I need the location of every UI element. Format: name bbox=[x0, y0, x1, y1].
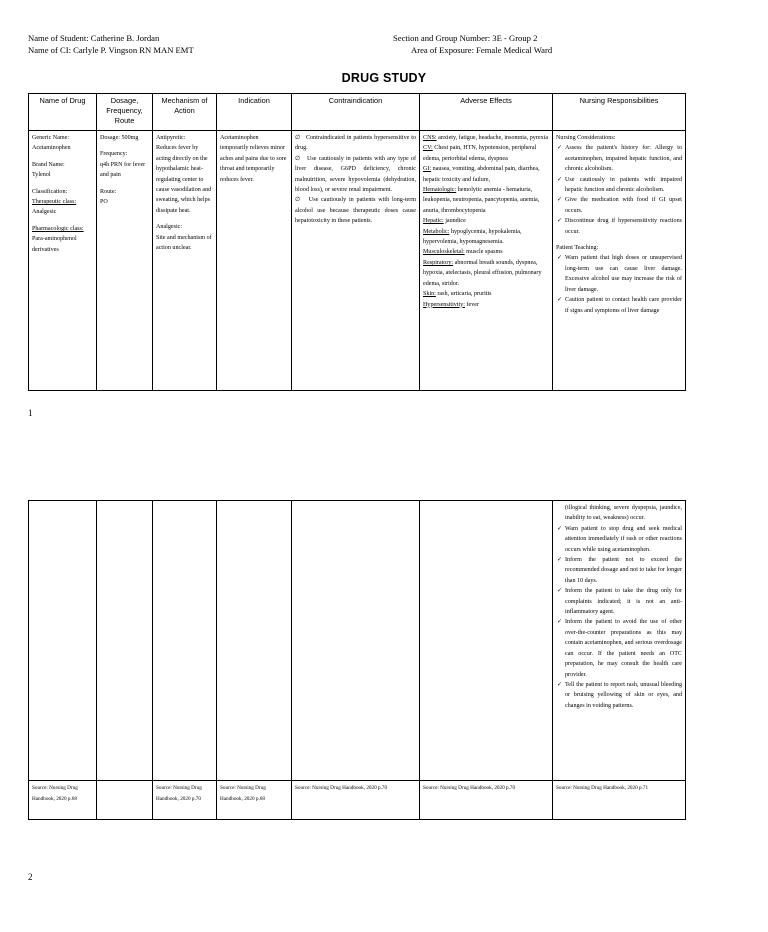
frequency-value: q4h PRN for fever and pain bbox=[100, 161, 146, 179]
indication-cell bbox=[217, 501, 292, 781]
source-cell: Source: Nursing Drug Handbook, 2020 p.68 bbox=[29, 781, 97, 820]
drug-name-cell bbox=[29, 501, 97, 781]
teaching-continued: (illogical thinking, severe dyspepsia, jaundice, inability to eat, weakness) occur. bbox=[565, 505, 682, 522]
nursing-cell bbox=[553, 131, 686, 391]
contraindication-cell bbox=[292, 131, 420, 391]
adverse-effects-cell bbox=[420, 501, 553, 781]
source-cell: Source: Nursing Drug Handbook, 2020 p.70 bbox=[153, 781, 217, 820]
adverse-effect-item bbox=[423, 227, 549, 248]
source-cell: Source: Nursing Drug Handbook, 2020 p.70 bbox=[420, 781, 553, 820]
list-item: ✓ Caution patient to contact health care provider if signs and symptoms of liver damage bbox=[556, 295, 682, 316]
adverse-system-label: CV: bbox=[423, 145, 433, 152]
list-item: ✓ Warn patient that high doses or unsupervised long-term use can cause liver damage. Excessive alcohol use may increase the risk of liver damage. bbox=[556, 253, 682, 295]
nursing-cell bbox=[553, 501, 686, 781]
adverse-effect-text: rash, urticaria, pruritis bbox=[437, 291, 492, 298]
adverse-system-label: Musculoskeletal: bbox=[423, 249, 465, 256]
col-mechanism: Mechanism of Action bbox=[153, 94, 217, 131]
adverse-effect-item bbox=[423, 185, 549, 216]
route-label: Route: bbox=[100, 188, 117, 195]
brand-name: Tylenol bbox=[32, 172, 51, 179]
adverse-effects-list bbox=[423, 133, 549, 310]
source-cell: Source: Nursing Drug Handbook, 2020 p.68 bbox=[217, 781, 292, 820]
adverse-system-label: Hematologic: bbox=[423, 187, 457, 194]
contraindication-text: Contraindicated in patients hypersensitive to drug. bbox=[295, 135, 416, 152]
teaching-list bbox=[556, 524, 682, 711]
therapeutic-label: Therapeutic class: bbox=[32, 199, 77, 206]
contraindication-cell bbox=[292, 501, 420, 781]
contraindication-item bbox=[295, 154, 416, 196]
adverse-effect-text: jaundice bbox=[445, 218, 466, 225]
list-item: ✓ Inform the patient to take the drug only for complaints indicated; it is not an anti-inflammatory agent. bbox=[556, 586, 682, 617]
brand-label: Brand Name: bbox=[32, 161, 65, 168]
adverse-system-label: Hypersensitivity: bbox=[423, 301, 465, 308]
adverse-effect-text: hypoglycemia, hypokalemia, hypervolemia, hypomagnesemia. bbox=[423, 228, 522, 246]
adverse-effect-text: fever bbox=[466, 301, 480, 308]
pharmacologic-class: Para-aminophenol derivatives bbox=[32, 236, 77, 253]
dosage-cell bbox=[97, 131, 153, 391]
student-name: Name of Student: Catherine B. Jordan bbox=[28, 33, 160, 43]
col-name-of-drug: Name of Drug bbox=[29, 94, 97, 131]
drug-study-table-page-2 bbox=[28, 500, 686, 820]
section-group: Section and Group Number: 3E - Group 2 bbox=[393, 33, 538, 43]
adverse-effect-text: Chest pain, HTN, hypotension, peripheral edema, periorbital edema, dyspnea bbox=[423, 145, 537, 162]
adverse-system-label: Metabolic: bbox=[423, 228, 450, 235]
col-contraindication: Contraindication bbox=[292, 94, 420, 131]
adverse-effect-item bbox=[423, 133, 549, 143]
list-item: ✓ Assess the patient's history for: Allergy to acetaminophen, impaired hepatic function, and chronic alcoholism. bbox=[556, 143, 682, 174]
list-item: ✓ Use cautiously in patients with impaired hepatic function and chronic alcoholism. bbox=[556, 175, 682, 196]
dosage-cell bbox=[97, 501, 153, 781]
null-symbol-icon: ∅ bbox=[295, 155, 301, 162]
col-nursing-responsibilities: Nursing Responsibilities bbox=[553, 94, 686, 131]
adverse-effect-item bbox=[423, 247, 549, 257]
adverse-effect-text: muscle spasms bbox=[466, 249, 503, 256]
list-item: ✓ Give the medication with food if GI upset occurs. bbox=[556, 195, 682, 216]
adverse-effect-item bbox=[423, 216, 549, 226]
classification-label: Classification: bbox=[32, 188, 68, 195]
null-symbol-icon: ∅ bbox=[295, 135, 301, 141]
indication-cell bbox=[217, 131, 292, 391]
col-dosage: Dosage, Frequency, Route bbox=[97, 94, 153, 131]
adverse-effect-text: anxiety, fatigue, headache, insomnia, pyrexia bbox=[438, 135, 549, 141]
adverse-effect-item bbox=[423, 143, 549, 164]
antipyretic-text: Reduces fever by acting directly on the hypothalamic heat-regulating center to cause vasodilation and sweating, which helps dissipate heat. bbox=[156, 145, 212, 214]
source-cell bbox=[97, 781, 153, 820]
source-row bbox=[29, 781, 686, 820]
contraindication-item bbox=[295, 133, 416, 154]
col-indication: Indication bbox=[217, 94, 292, 131]
analgesic-label: Analgesic: bbox=[156, 224, 183, 231]
contraindication-text: Use cautiously in patients with any type of liver disease, G6PD deficiency, chronic malnutrition, severe hypovolemia (dehydration, blood loss), or severe renal impairment. bbox=[295, 155, 416, 194]
pharmacologic-label: Pharmacologic class: bbox=[32, 225, 84, 232]
adverse-system-label: Hepatic: bbox=[423, 218, 444, 225]
adverse-system-label: Respiratory: bbox=[423, 259, 454, 266]
mechanism-cell bbox=[153, 501, 217, 781]
teaching-label: Patient Teaching: bbox=[556, 245, 599, 252]
null-symbol-icon: ∅ bbox=[295, 197, 301, 204]
generic-name: Acetaminophen bbox=[32, 145, 71, 152]
adverse-effect-text: nausea, vomiting, abdominal pain, diarrhea, hepatic toxicity and failure, bbox=[423, 166, 540, 183]
analgesic-text: Site and mechanism of action unclear. bbox=[156, 234, 212, 252]
adverse-effect-item bbox=[423, 300, 549, 310]
list-item: ✓ Warn patient to stop drug and seek medical attention immediately if rash or other reactions occurs while using acetaminophen. bbox=[556, 524, 682, 555]
adverse-system-label: Skin: bbox=[423, 291, 436, 298]
route-value: PO bbox=[100, 199, 108, 206]
page-title: DRUG STUDY bbox=[341, 71, 427, 85]
area-of-exposure: Area of Exposure: Female Medical Ward bbox=[411, 45, 553, 55]
source-cell: Source: Nursing Drug Handbook, 2020 p.71 bbox=[553, 781, 686, 820]
therapeutic-class: Analgesic bbox=[32, 209, 57, 216]
col-adverse-effects: Adverse Effects bbox=[420, 94, 553, 131]
teaching-list bbox=[556, 253, 682, 315]
list-item: ✓ Discontinue drug if hypersensitivity reactions occur. bbox=[556, 216, 682, 237]
mechanism-cell bbox=[153, 131, 217, 391]
adverse-system-label: CNS: bbox=[423, 135, 437, 141]
adverse-effect-item bbox=[423, 258, 549, 289]
page-number: 2 bbox=[28, 872, 33, 882]
considerations-label: Nursing Considerations: bbox=[556, 135, 616, 141]
adverse-effects-cell bbox=[420, 131, 553, 391]
adverse-effect-text: hemolytic anemia - hematuria, leukopenia, neutropenia, pancytopenia, anemia, anuria, thrombocytopenia bbox=[423, 187, 540, 214]
table-row bbox=[29, 131, 686, 391]
list-item: ✓ Inform the patient not to exceed the recommended dosage and not to take for longer than 10 days. bbox=[556, 555, 682, 586]
indication-text: Acetaminophen temporarily relieves minor aches and pains due to sore throat and temporarily reduces fever. bbox=[220, 135, 287, 183]
contraindication-item bbox=[295, 195, 416, 226]
drug-study-table-page-1 bbox=[28, 93, 686, 391]
list-item: ✓ Inform the patient to avoid the use of other over-the-counter preparations as this may contain acetaminophen, and serious overdosage can occur. If the patient needs an OTC preparation, he may consult the health care provider. bbox=[556, 617, 682, 679]
contraindication-text: Use cautiously in patients with long-term alcohol use because therapeutic doses cause hepatotoxicity in these patients. bbox=[295, 197, 416, 225]
source-cell: Source: Nursing Drug Handbook, 2020 p.70 bbox=[292, 781, 420, 820]
list-item: ✓ Tell the patient to report rash, unusual bleeding or bruising yellowing of skin or eyes, and changes in voiding patterns. bbox=[556, 680, 682, 711]
antipyretic-label: Antipyretic: bbox=[156, 135, 186, 141]
frequency-label: Frequency: bbox=[100, 151, 128, 158]
adverse-effect-text: abnormal breath sounds, dyspnea, hypoxia, atelectasis, pleural effusion, pulmonary edema, stridor. bbox=[423, 259, 542, 287]
adverse-effect-item bbox=[423, 289, 549, 299]
section-info bbox=[393, 32, 552, 56]
page-number: 1 bbox=[28, 408, 33, 418]
table-header-row bbox=[29, 94, 686, 131]
considerations-list bbox=[556, 143, 682, 237]
drug-name-cell bbox=[29, 131, 97, 391]
dosage-value: Dosage: 500mg bbox=[100, 135, 139, 141]
table-row bbox=[29, 501, 686, 781]
adverse-system-label: GI: bbox=[423, 166, 432, 173]
generic-label: Generic Name: bbox=[32, 135, 70, 141]
clinical-instructor: Name of CI: Carlyle P. Vingson RN MAN EMT bbox=[28, 45, 194, 55]
student-info bbox=[28, 32, 194, 56]
adverse-effect-item bbox=[423, 164, 549, 185]
